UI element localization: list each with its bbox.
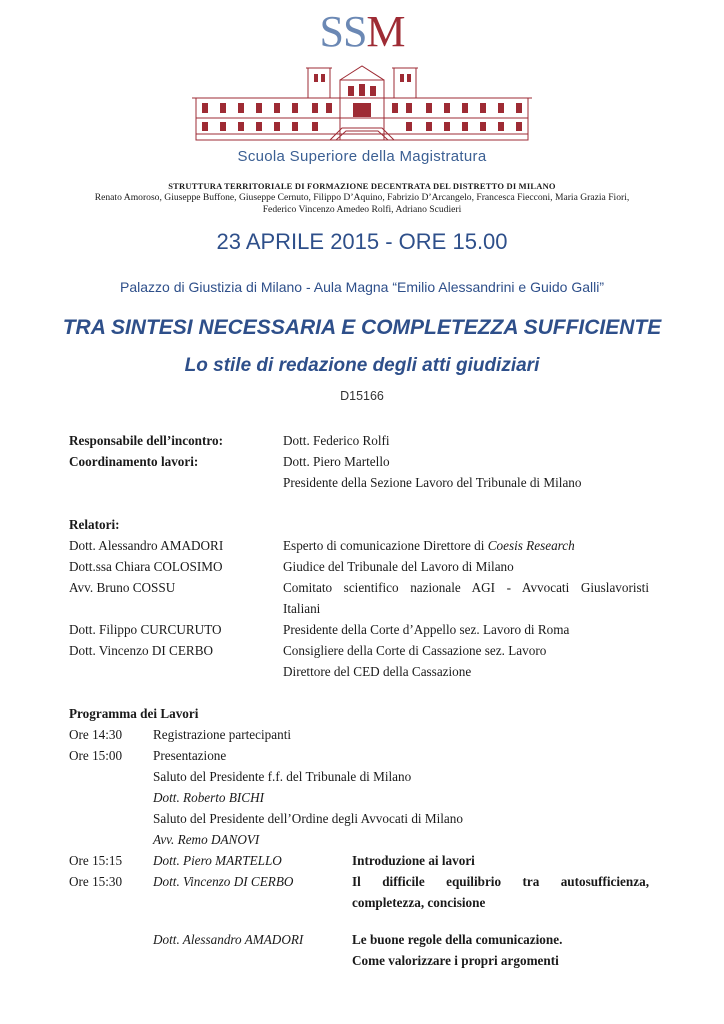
logo-wordmark: SSM [319,7,405,56]
relatore-role-cont: Direttore del CED della Cassazione [283,664,472,679]
relatore-role: Presidente della Corte d’Appello sez. Lavoro di Roma [283,622,570,637]
relatore-name: Dott. Filippo CURCURUTO [69,622,222,637]
relatore-name: Dott.ssa Chiara COLOSIMO [69,559,223,574]
programma-speaker: Avv. Remo DANOVI [153,832,260,847]
event-date: 23 APRILE 2015 - ORE 15.00 [216,229,508,254]
programma-heading: Programma dei Lavori [69,706,199,721]
struttura-heading: STRUTTURA TERRITORIALE DI FORMAZIONE DECENTRATA DEL DISTRETTO DI MILANO [168,181,556,191]
coordinamento-role: Presidente della Sezione Lavoro del Tribunale di Milano [283,475,582,490]
relatore-role: Consigliere della Corte di Cassazione sez. Lavoro [283,643,547,658]
programma-speaker: Dott. Alessandro AMADORI [153,932,304,947]
ssm-logo [190,7,534,170]
event-title: TRA SINTESI NECESSARIA E COMPLETEZZA SUFFICIENTE [62,316,662,339]
programma-time: Ore 15:00 [69,748,123,763]
programma-item: Saluto del Presidente dell’Ordine degli Avvocati di Milano [153,811,463,826]
relatore-role: Giudice del Tribunale del Lavoro di Milano [283,559,514,574]
relatore-name: Dott. Vincenzo DI CERBO [69,643,214,658]
programma-topic: Introduzione ai lavori [352,853,475,868]
event-code: D15166 [340,389,384,403]
logo-caption: Scuola Superiore della Magistratura [237,148,487,165]
programma-item: Saluto del Presidente f.f. del Tribunale di Milano [153,769,412,784]
programma-item: Presentazione [153,748,227,763]
programma-topic: Le buone regole della comunicazione. [352,932,563,947]
programma-topic-cont: completezza, concisione [352,895,486,910]
programma-topic-cont: Come valorizzare i propri argomenti [352,953,559,968]
members-list [60,192,664,216]
programma-time: Ore 15:30 [69,874,123,889]
programma-time: Ore 15:15 [69,853,123,868]
programma-time: Ore 14:30 [69,727,123,742]
relatore-name: Avv. Bruno COSSU [69,580,176,595]
relatori-heading: Relatori: [69,517,120,532]
event-subtitle: Lo stile di redazione degli atti giudiziari [184,355,540,376]
relatore-role: Esperto di comunicazione Direttore di Coesis Research [283,538,575,553]
programma-item: Registrazione partecipanti [153,727,292,742]
event-venue: Palazzo di Giustizia di Milano - Aula Magna “Emilio Alessandrini e Guido Galli” [120,279,604,295]
relatore-role: Comitato scientifico nazionale AGI - Avvocati Giuslavoristi [283,580,649,595]
relatore-role-cont: Italiani [283,601,321,616]
coordinamento-label: Coordinamento lavori: [69,454,199,469]
programma-speaker: Dott. Piero MARTELLO [153,853,282,868]
relatore-name: Dott. Alessandro AMADORI [69,538,224,553]
members-line-1: Renato Amoroso, Giuseppe Buffone, Giuseppe Cernuto, Filippo D’Aquino, Fabrizio D’Arcangelo, Francesca Fiecconi, Maria Grazia Fiori, [94,192,630,203]
programma-speaker: Dott. Roberto BICHI [153,790,264,805]
coordinamento-name: Dott. Piero Martello [283,454,390,469]
programma-topic: Il difficile equilibrio tra autosufficienza, [352,874,649,889]
programma-speaker: Dott. Vincenzo DI CERBO [153,874,294,889]
responsabile-name: Dott. Federico Rolfi [283,433,390,448]
members-line-2: Federico Vincenzo Amedeo Rolfi, Adriano Scudieri [262,204,462,215]
responsabile-label: Responsabile dell’incontro: [69,433,223,448]
